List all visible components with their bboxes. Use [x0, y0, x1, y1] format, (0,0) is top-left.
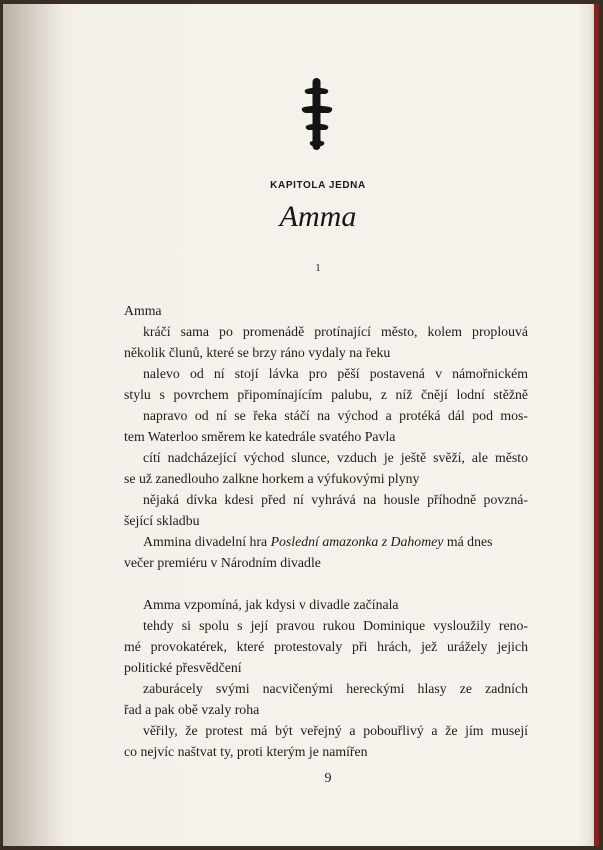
- text-line: kráčí sama po promenádě protínající město, kolem proplouvá: [143, 324, 528, 339]
- text-line: tem Waterloo směrem ke katedrále svatého Pavla: [124, 429, 396, 444]
- text-line: nalevo od ní stojí lávka pro pěší postavená v námořnickém: [143, 366, 528, 381]
- text-line: napravo od ní se řeka stáčí na východ a protéká dál pod mos-: [143, 408, 528, 423]
- section-number: 1: [315, 262, 321, 274]
- text-line-with-title: [124, 531, 528, 552]
- text-line: šející skladbu: [124, 513, 200, 528]
- text-line: Amma: [124, 303, 162, 318]
- text-line: Amma vzpomíná, jak kdysi v divadle začínala: [143, 597, 399, 612]
- text-line: stylu s povrchem připomínajícím palubu, z níž čnějí lodní stěžně: [124, 387, 528, 402]
- paragraph-gap: [124, 573, 528, 594]
- text-line: co nejvíc naštvat ty, proti kterým je namířen: [124, 744, 368, 759]
- text-line: večer premiéru v Národním divadle: [124, 555, 321, 570]
- chapter-body: [124, 300, 528, 762]
- text-line: mé provokatérek, které protestovaly při hrách, jež urážely jejich: [124, 639, 528, 654]
- text-line: několik člunů, které se brzy ráno vydaly na řeku: [124, 345, 391, 360]
- chapter-ornament-icon: [297, 74, 337, 154]
- chapter-label: KAPITOLA JEDNA: [270, 180, 366, 191]
- text-line: politické přesvědčení: [124, 660, 242, 675]
- text-line: věřily, že protest má být veřejný a pobouřlivý a že jím musejí: [143, 723, 528, 738]
- text-span: Ammina divadelní hra: [143, 534, 271, 549]
- chapter-title: Amma: [279, 200, 357, 233]
- page-number: 9: [324, 771, 332, 786]
- play-title: Poslední amazonka z Dahomey: [270, 534, 444, 549]
- text-line: zaburácely svými nacvičenými hereckými hlasy ze zadních: [143, 681, 528, 696]
- book-page: [3, 4, 599, 846]
- cover-edge: [594, 4, 599, 846]
- text-span: má dnes: [443, 534, 493, 549]
- text-line: cítí nadcházející východ slunce, vzduch je ještě svěží, ale město: [143, 450, 528, 465]
- spine-shadow: [3, 4, 63, 846]
- text-line: tehdy si spolu s její pravou rukou Dominique vysloužily reno-: [143, 618, 528, 633]
- text-line: se už zanedlouho zalkne horkem a výfukovými plyny: [124, 471, 420, 486]
- text-line: řad a pak obě vzaly roha: [124, 702, 260, 717]
- text-line: nějaká dívka kdesi před ní vyhrává na housle příhodně povzná-: [143, 492, 528, 507]
